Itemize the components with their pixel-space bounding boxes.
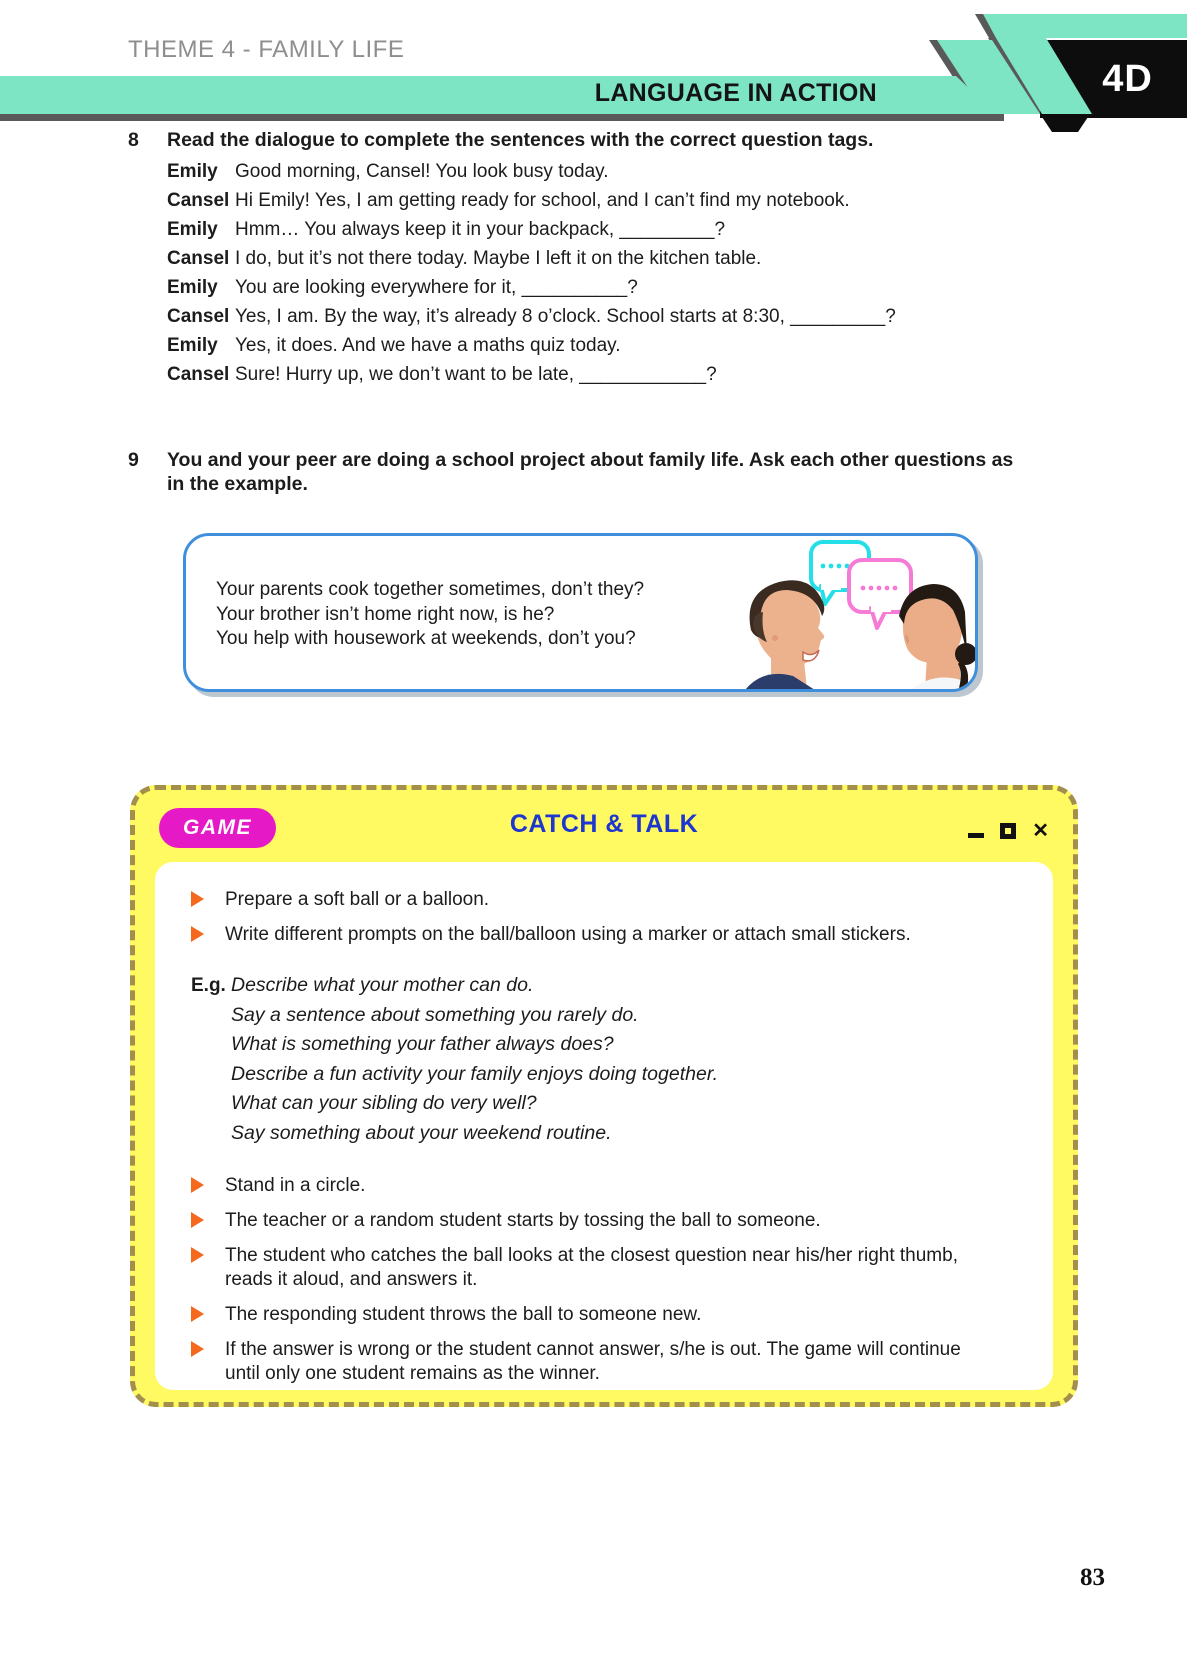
example-prompt: Say a sentence about something you rarely do.: [231, 1003, 639, 1026]
header-ribbon-graphic: [0, 0, 1187, 132]
example-prompt: What can your sibling do very well?: [231, 1092, 537, 1114]
play-step-text: The responding student throws the ball to someone new.: [225, 1304, 702, 1325]
dialogue-line: [167, 360, 1067, 389]
dialogue-line: [167, 331, 1067, 360]
exercise8-instruction: Read the dialogue to complete the sentences with the correct question tags.: [167, 129, 874, 151]
example-prompt: Say something about your weekend routine.: [231, 1121, 612, 1144]
dialogue-line: [167, 302, 1067, 331]
bullet-arrow-icon: [191, 1338, 225, 1386]
dialogue-text: Yes, it does. And we have a maths quiz today.: [235, 334, 621, 356]
play-step-text: The student who catches the ball looks at the closest question near his/her right thumb, reads it aloud, and answers it.: [225, 1245, 958, 1290]
bullet-arrow-icon: [191, 1174, 225, 1198]
example-prompt: Describe what your mother can do.: [231, 974, 534, 996]
boy-profile: [745, 580, 824, 690]
example-question: Your parents cook together sometimes, don’t they?: [216, 579, 645, 600]
example-questions: [216, 578, 644, 652]
play-step: [191, 1174, 1023, 1198]
dialogue-text-with-blank: Sure! Hurry up, we don’t want to be late, ____________?: [235, 363, 717, 385]
bullet-arrow-icon: [191, 923, 225, 947]
students-talking-illustration: [675, 533, 975, 690]
exercise8-dialogue: [167, 157, 1067, 389]
window-controls: [968, 820, 1049, 842]
band-shadow: [0, 114, 1004, 121]
example-prompt: What is something your father always does?: [231, 1033, 614, 1055]
dialogue-line: [167, 273, 1067, 302]
example-prompts: [231, 971, 718, 1148]
exercise8-number: 8: [128, 129, 139, 151]
dialogue-text-with-blank: Hmm… You always keep it in your backpack, _________?: [235, 218, 726, 240]
dialogue-line: [167, 157, 1067, 186]
example-box: [183, 533, 978, 692]
close-icon[interactable]: ✕: [1032, 820, 1049, 842]
play-step: [191, 1338, 1023, 1386]
speaker-name: Emily: [167, 218, 218, 240]
dialogue-text-with-blank: You are looking everywhere for it, __________?: [235, 276, 638, 298]
example-question: You help with housework at weekends, don’t you?: [216, 628, 636, 649]
eg-label: E.g.: [191, 975, 226, 996]
play-step-text: If the answer is wrong or the student cannot answer, s/he is out. The game will continue until only one student remains as the winner.: [225, 1339, 961, 1384]
dialogue-text: Good morning, Cansel! You look busy today.: [235, 160, 609, 182]
speaker-name: Cansel: [167, 363, 230, 385]
minimize-icon[interactable]: [968, 833, 984, 838]
section-title: LANGUAGE IN ACTION: [594, 79, 877, 107]
bullet-arrow-icon: [191, 1303, 225, 1327]
exercise9-number: 9: [128, 449, 139, 471]
speaker-name: Emily: [167, 160, 218, 182]
speaker-name: Emily: [167, 334, 218, 356]
play-step-text: The teacher or a random student starts by tossing the ball to someone.: [225, 1210, 821, 1231]
game-window: [130, 785, 1078, 1407]
exercise9-instruction: You and your peer are doing a school project about family life. Ask each other questions as in the example.: [167, 449, 1014, 495]
dialogue-line: [167, 215, 1067, 244]
dialogue-line: [167, 186, 1067, 215]
play-step-text: Stand in a circle.: [225, 1175, 366, 1196]
girl-profile: [899, 584, 975, 690]
exercise9-heading: [128, 448, 1033, 496]
unit-badge: 4D: [1102, 57, 1153, 100]
game-title: CATCH & TALK: [509, 810, 699, 838]
play-step: [191, 1209, 1023, 1233]
setup-step: [191, 923, 1023, 947]
game-badge: GAME: [159, 808, 276, 848]
dialogue-text: Hi Emily! Yes, I am getting ready for school, and I can’t find my notebook.: [235, 189, 850, 211]
page-number: 83: [1080, 1564, 1105, 1591]
bullet-arrow-icon: [191, 1244, 225, 1292]
setup-step-text: Prepare a soft ball or a balloon.: [225, 889, 490, 910]
speaker-name: Cansel: [167, 189, 230, 211]
example-prompt: Describe a fun activity your family enjoys doing together.: [231, 1062, 719, 1085]
play-step: [191, 1244, 1023, 1292]
setup-step: [191, 888, 1023, 912]
bullet-arrow-icon: [191, 1209, 225, 1233]
game-instructions-panel: [155, 862, 1053, 1390]
dialogue-text: I do, but it’s not there today. Maybe I left it on the kitchen table.: [235, 247, 762, 269]
setup-step-text: Write different prompts on the ball/balloon using a marker or attach small stickers.: [225, 924, 911, 945]
dialogue-text-with-blank: Yes, I am. By the way, it’s already 8 o’clock. School starts at 8:30, _________?: [235, 305, 896, 327]
example-question: Your brother isn’t home right now, is he?: [216, 603, 555, 625]
bullet-arrow-icon: [191, 888, 225, 912]
exercise8-heading: [128, 128, 1028, 152]
speaker-name: Cansel: [167, 305, 230, 327]
theme-title: THEME 4 - FAMILY LIFE: [128, 36, 405, 63]
speaker-name: Emily: [167, 276, 218, 298]
play-step: [191, 1303, 1023, 1327]
speaker-name: Cansel: [167, 247, 230, 269]
dialogue-line: [167, 244, 1067, 273]
example-prompts-block: [191, 971, 1023, 1148]
maximize-icon[interactable]: [1000, 823, 1016, 839]
